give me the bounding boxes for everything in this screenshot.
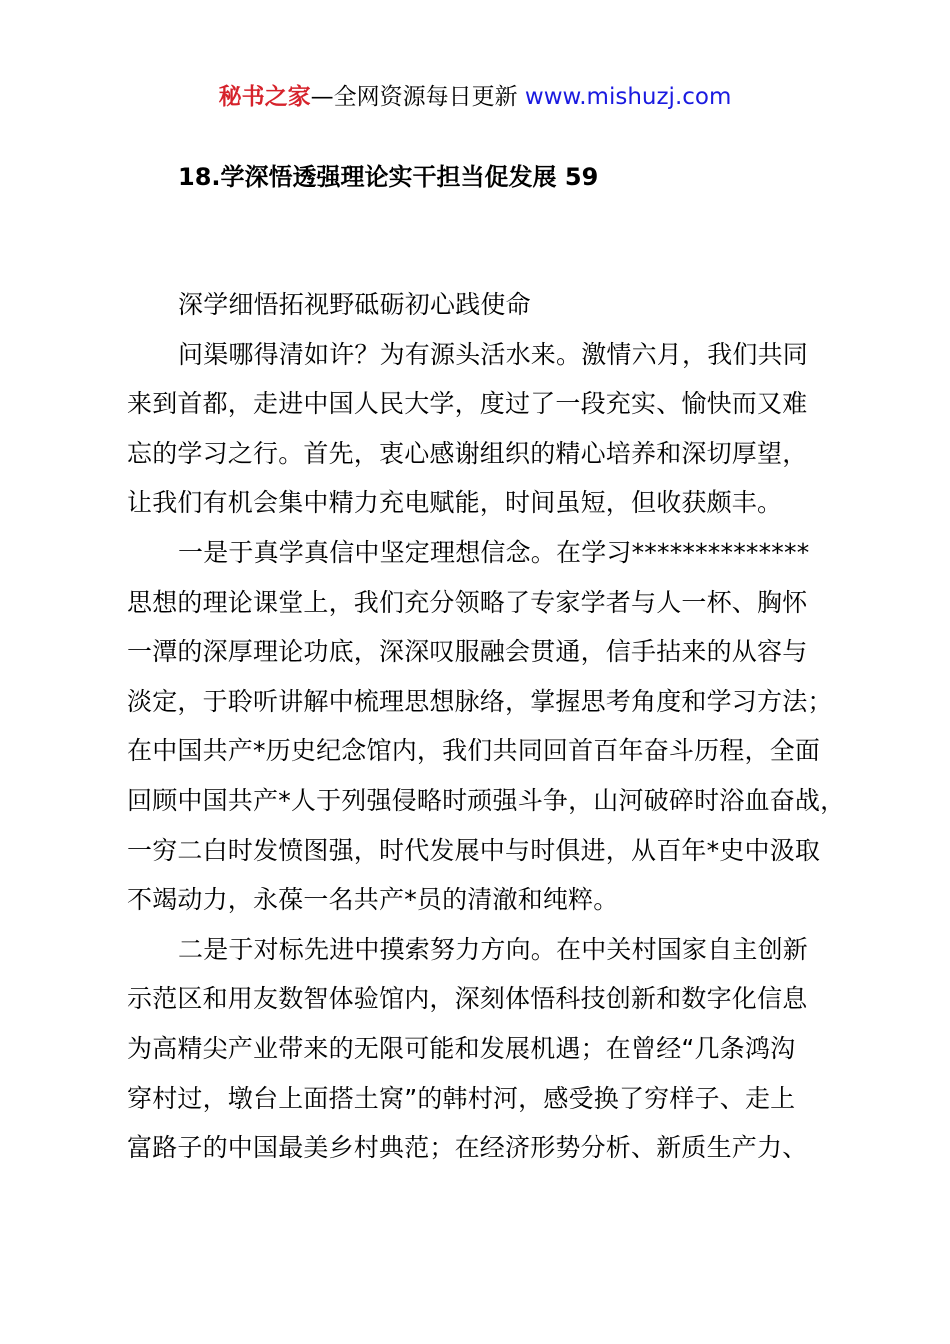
paragraph-line: 来到首都，走进中国人民大学，度过了一段充实、愉快而又难 (127, 389, 808, 419)
paragraph-line: 淡定，于聆听讲解中梳理思想脉络，掌握思考角度和学习方法； (127, 686, 833, 716)
header-tagline: —全网资源每日更新 (310, 84, 518, 110)
brand-name: 秘书之家 (218, 84, 311, 110)
paragraph-line: 让我们有机会集中精力充电赋能，时间虽短，但收获颇丰。 (127, 488, 783, 518)
paragraph-line: 穿村过，墩台上面搭土窝”的韩村河，感受换了穷样子、走上 (127, 1083, 796, 1113)
paragraph-line: 一穷二白时发愤图强，时代发展中与时俱进，从百年*史中汲取 (127, 835, 821, 865)
paragraph-line: 问渠哪得清如许？为有源头活水来。激情六月，我们共同 (178, 339, 809, 369)
paragraph-line: 思想的理论课堂上，我们充分领略了专家学者与人一杯、胸怀 (127, 587, 808, 617)
paragraph-line: 二是于对标先进中摸索努力方向。在中关村国家自主创新 (178, 934, 809, 964)
paragraph-line: 回顾中国共产*人于列强侵略时顽强斗争，山河破碎时浴血奋战， (127, 785, 846, 815)
paragraph-line: 富路子的中国最美乡村典范；在经济形势分析、新质生产力、 (127, 1133, 808, 1163)
site-url[interactable]: www.mishuzj.com (524, 84, 732, 110)
site-header (0, 80, 950, 114)
document-title: 18.学深悟透强理论实干担当促发展 59 (178, 163, 599, 191)
paragraph-line: 一是于真学真信中坚定理想信念。在学习************** (178, 537, 810, 567)
subtitle-line: 深学细悟拓视野砥砺初心践使命 (178, 290, 531, 319)
paragraph-line: 示范区和用友数智体验馆内，深刻体悟科技创新和数字化信息 (127, 984, 808, 1014)
paragraph-line: 在中国共产*历史纪念馆内，我们共同回首百年奋斗历程，全面 (127, 736, 821, 766)
paragraph-line: 为高精尖产业带来的无限可能和发展机遇；在曾经“几条鸿沟 (127, 1033, 796, 1063)
document-body (127, 280, 847, 1173)
paragraph-line: 忘的学习之行。首先，衷心感谢组织的精心培养和深切厚望， (127, 438, 808, 468)
paragraph-line: 不竭动力，永葆一名共产*员的清澈和纯粹。 (127, 885, 619, 915)
paragraph-line: 一潭的深厚理论功底，深深叹服融会贯通，信手拈来的从容与 (127, 637, 808, 667)
